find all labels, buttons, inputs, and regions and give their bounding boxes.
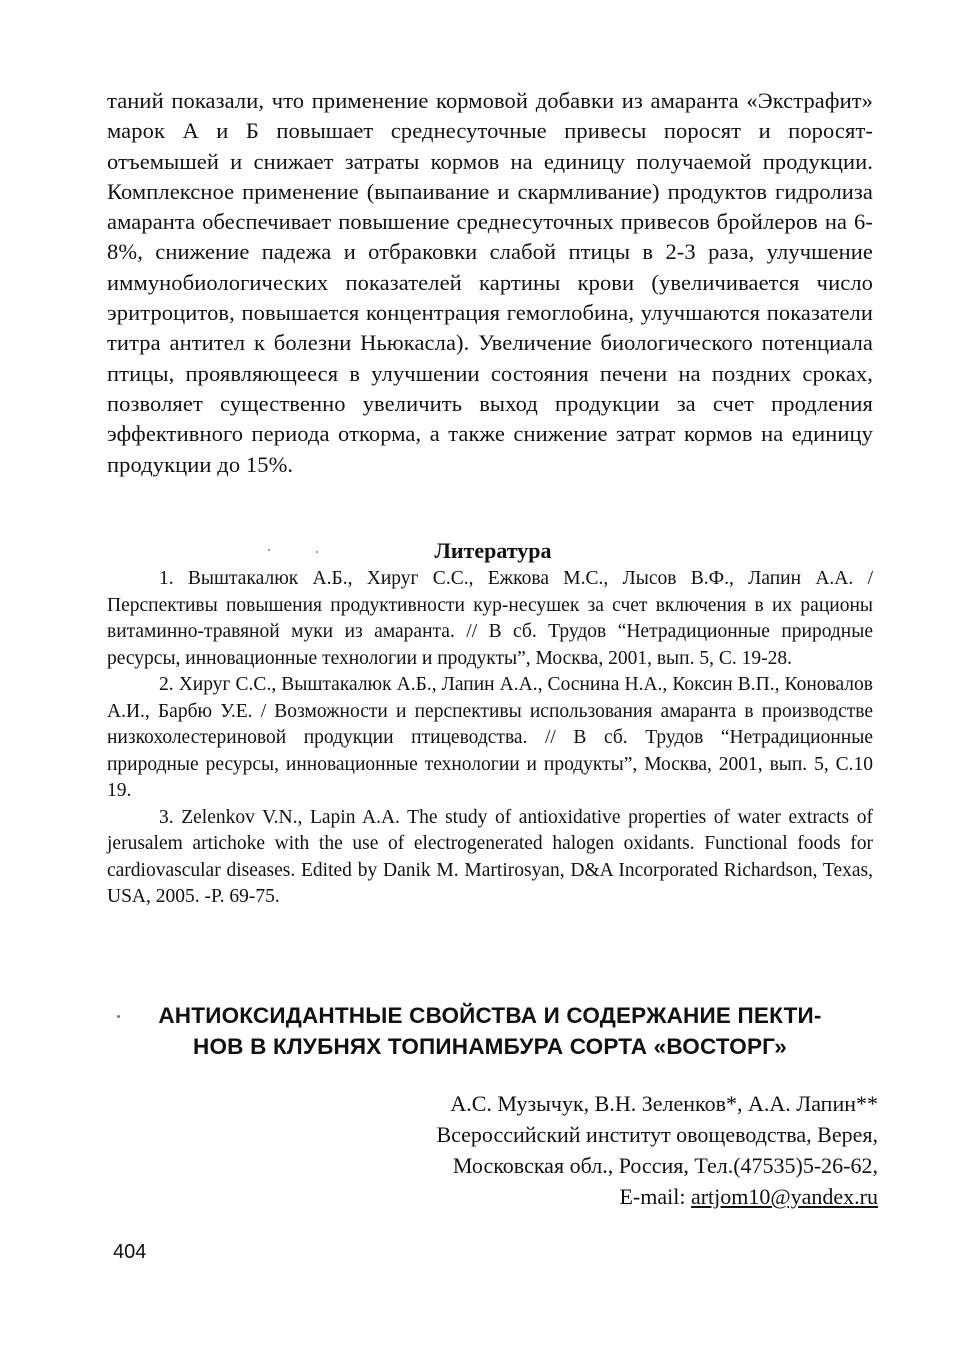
body-paragraph: таний показали, что применение кормовой добавки из амаранта «Экстрафит» марок А и Б повышает среднесуточные привесы поросят и поросят-отъемышей и снижает затраты кормов на единицу получаемой продукции. Комплексное применение (выпаивание и скармливание) продуктов гидролиза амаранта обеспечивает повышение среднесуточных привесов бройлеров на 6-8%, снижение падежа и отбраковки слабой птицы в 2-3 раза, улучшение иммунобиологических показателей картины крови (увеличивается число эритроцитов, повышается концентрация гемоглобина, улучшаются показатели титра антител к болезни Ньюкасла). Увеличение биологического потенциала птицы, проявляющееся в улучшении состояния печени на поздних сроках, позволяет существенно увеличить выход продукции за счет продления эффективного периода откорма, а также снижение затрат кормов на единицу продукции до 15%. (107, 88, 873, 477)
email-link[interactable]: artjom10@yandex.ru (690, 1184, 878, 1209)
email-line (178, 1181, 878, 1212)
author-block (178, 1088, 878, 1212)
reference-list (107, 566, 873, 911)
affiliation-line-2: Московская обл., Россия, Тел.(47535)5-26-62, (452, 1153, 878, 1178)
scan-speck (268, 549, 270, 551)
reference-item-1: 1. Выштакалюк А.Б., Хируг С.С., Ежкова М.С., Лысов В.Ф., Лапин А.А. / Перспективы повышения продуктивности кур-несушек за счет включения в их рационы витаминно-травяной муки из амаранта. // В сб. Трудов “Нетрадиционные природные ресурсы, инновационные технологии и продукты”, Москва, 2001, вып. 5, С. 19-28. (107, 568, 873, 669)
email-label: E-mail: (619, 1184, 691, 1209)
page-number: 404 (113, 1241, 147, 1263)
reference-item-3: 3. Zelenkov V.N., Lapin A.A. The study of antioxidative properties of water extracts of jerusalem artichoke with the use of electrogenerated halogen oxidants. Functional foods for cardiovascular diseases. Edited by Danik M. Martirosyan, D&A Incorporated Richardson, Texas, USA, 2005. -P. 69-75. (107, 806, 873, 907)
scan-speck (117, 1015, 120, 1018)
author-names: А.С. Музычук, В.Н. Зеленков*, А.А. Лапин** (450, 1091, 878, 1116)
reference-item-2: 2. Хируг С.С., Выштакалюк А.Б., Лапин А.А., Соснина Н.А., Коксин В.П., Коновалов А.И., Барбю У.Е. / Возможности и перспективы использования амаранта в производстве низкохолестериновой продукции птицеводства. // В сб. Трудов “Нетрадиционные природные ресурсы, инновационные технологии и продукты”, Москва, 2001, вып. 5, С.10 19. (107, 674, 873, 801)
affiliation-line-1: Всероссийский институт овощеводства, Верея, (436, 1122, 878, 1147)
literature-heading: Литература (434, 538, 552, 563)
article-title (107, 1000, 873, 1062)
article-title-line-1: АНТИОКСИДАНТНЫЕ СВОЙСТВА И СОДЕРЖАНИЕ ПЕКТИ- (158, 1003, 822, 1028)
article-title-line-2: НОВ В КЛУБНЯХ ТОПИНАМБУРА СОРТА «ВОСТОРГ» (193, 1034, 787, 1059)
scan-speck (316, 551, 318, 553)
